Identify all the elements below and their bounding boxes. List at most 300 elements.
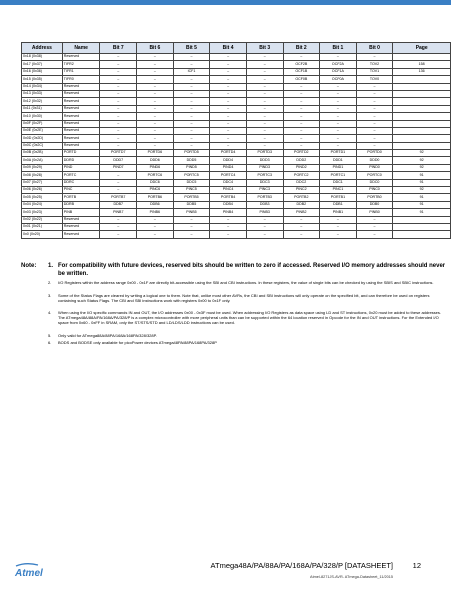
bit-cell: PIND1: [320, 164, 357, 171]
bit-cell: –: [283, 90, 320, 97]
register-name-cell: PINB: [62, 209, 100, 216]
table-row: [22, 179, 451, 186]
register-name-cell: Reserved: [62, 231, 100, 238]
bit-cell: –: [173, 105, 210, 112]
page-cell: [393, 135, 451, 142]
bit-cell: –: [100, 216, 137, 223]
page-cell: [393, 54, 451, 61]
atmel-logo: [14, 562, 54, 578]
address-cell: 0x12 (0x32): [22, 98, 63, 105]
bit-cell: –: [173, 127, 210, 134]
bit-cell: –: [210, 120, 247, 127]
bit-cell: –: [100, 187, 137, 194]
table-row: [22, 172, 451, 179]
bit-cell: –: [210, 68, 247, 75]
address-cell: 0x03 (0x23): [22, 209, 63, 216]
register-name-cell: TIFR0: [62, 76, 100, 83]
address-cell: 0x17 (0x37): [22, 61, 63, 68]
bit-cell: DDD2: [283, 157, 320, 164]
bit-cell: PIND2: [283, 164, 320, 171]
bit-cell: –: [356, 83, 393, 90]
bit-cell: OCF1A: [320, 68, 357, 75]
bit-cell: –: [246, 113, 283, 120]
table-row: [22, 150, 451, 157]
bit-cell: –: [173, 216, 210, 223]
bit-cell: –: [246, 231, 283, 238]
register-name-cell: PIND: [62, 164, 100, 171]
page-cell: 91: [393, 194, 451, 201]
note-number: 2.: [48, 280, 52, 285]
bit-cell: –: [100, 98, 137, 105]
bit-cell: PIND4: [210, 164, 247, 171]
bit-cell: –: [210, 90, 247, 97]
page-cell: 136: [393, 68, 451, 75]
bit-cell: –: [173, 98, 210, 105]
bit-cell: –: [100, 90, 137, 97]
bit-cell: –: [283, 127, 320, 134]
page-cell: [393, 127, 451, 134]
address-cell: 0x11 (0x31): [22, 105, 63, 112]
page-cell: [393, 113, 451, 120]
table-row: [22, 209, 451, 216]
bit-cell: DDB1: [320, 201, 357, 208]
svg-text:Atmel: Atmel: [15, 568, 43, 578]
bit-cell: PORTD5: [173, 150, 210, 157]
bit-cell: PORTD0: [356, 150, 393, 157]
bit-cell: –: [173, 120, 210, 127]
bit-cell: –: [320, 216, 357, 223]
bit-cell: –: [137, 223, 174, 230]
table-row: [22, 142, 451, 149]
bit-cell: DDB7: [100, 201, 137, 208]
page-cell: 91: [393, 209, 451, 216]
bit-cell: PINB7: [100, 209, 137, 216]
bit-cell: –: [100, 135, 137, 142]
page-number: 12: [412, 561, 421, 570]
bit-cell: PINB6: [137, 209, 174, 216]
bit-cell: –: [356, 127, 393, 134]
address-cell: 0x0B (0x2B): [22, 150, 63, 157]
table-row: [22, 90, 451, 97]
top-accent-bar: [0, 0, 451, 5]
address-cell: 0x0F (0x2F): [22, 120, 63, 127]
bit-cell: DDD6: [137, 157, 174, 164]
bit-cell: –: [320, 120, 357, 127]
page-cell: 91: [393, 179, 451, 186]
bit-cell: –: [246, 120, 283, 127]
bit-cell: PORTC1: [320, 172, 357, 179]
bit-cell: –: [210, 216, 247, 223]
page-cell: 92: [393, 157, 451, 164]
register-name-cell: DDRB: [62, 201, 100, 208]
column-header: Bit 6: [137, 43, 174, 54]
bit-cell: –: [320, 231, 357, 238]
table-header-row: [22, 43, 451, 54]
note-text: I/O Registers within the address range 0x00 - 0x1F are directly bit-accessible using the SBI and CBI instructions. In these registers, the value of single bits can be checked by using the SBIS and SBIC instructions.: [58, 280, 434, 285]
table-row: [22, 194, 451, 201]
table-row: [22, 76, 451, 83]
column-header: Bit 3: [246, 43, 283, 54]
register-name-cell: Reserved: [62, 98, 100, 105]
bit-cell: DDB2: [283, 201, 320, 208]
address-cell: 0x0A (0x2A): [22, 157, 63, 164]
bit-cell: OCF2B: [283, 61, 320, 68]
bit-cell: –: [246, 127, 283, 134]
register-name-cell: TIFR2: [62, 61, 100, 68]
bit-cell: PINB4: [210, 209, 247, 216]
bit-cell: DDC2: [283, 179, 320, 186]
bit-cell: –: [356, 120, 393, 127]
note-number: 3.: [48, 293, 52, 298]
bit-cell: TOV0: [356, 76, 393, 83]
table-row: [22, 164, 451, 171]
bit-cell: PINC3: [246, 187, 283, 194]
page-cell: [393, 98, 451, 105]
bit-cell: –: [210, 54, 247, 61]
address-cell: 0x0 (0x20): [22, 231, 63, 238]
address-cell: 0x07 (0x27): [22, 179, 63, 186]
bit-cell: –: [356, 142, 393, 149]
bit-cell: PORTC0: [356, 172, 393, 179]
address-cell: 0x0E (0x2E): [22, 127, 63, 134]
bit-cell: PINB1: [320, 209, 357, 216]
register-name-cell: PORTD: [62, 150, 100, 157]
bit-cell: –: [100, 105, 137, 112]
bit-cell: –: [356, 98, 393, 105]
bit-cell: –: [246, 76, 283, 83]
page-cell: [393, 76, 451, 83]
bit-cell: –: [320, 113, 357, 120]
table-row: [22, 68, 451, 75]
bit-cell: –: [356, 113, 393, 120]
note-number: 1.: [48, 263, 54, 269]
bit-cell: OCF0A: [320, 76, 357, 83]
bit-cell: DDC6: [137, 179, 174, 186]
register-name-cell: Reserved: [62, 54, 100, 61]
bit-cell: –: [356, 231, 393, 238]
bit-cell: –: [210, 76, 247, 83]
page-cell: 158: [393, 61, 451, 68]
bit-cell: –: [246, 90, 283, 97]
bit-cell: –: [210, 105, 247, 112]
bit-cell: PIND0: [356, 164, 393, 171]
table-row: [22, 61, 451, 68]
bit-cell: –: [246, 54, 283, 61]
bit-cell: PIND6: [137, 164, 174, 171]
bit-cell: –: [210, 223, 247, 230]
register-name-cell: DDRC: [62, 179, 100, 186]
page-cell: [393, 231, 451, 238]
bit-cell: –: [137, 142, 174, 149]
address-cell: 0x10 (0x30): [22, 113, 63, 120]
bit-cell: –: [137, 231, 174, 238]
bit-cell: –: [210, 142, 247, 149]
bit-cell: PINB0: [356, 209, 393, 216]
bit-cell: –: [210, 83, 247, 90]
bit-cell: PORTC5: [173, 172, 210, 179]
bit-cell: PORTB1: [320, 194, 357, 201]
register-name-cell: Reserved: [62, 113, 100, 120]
register-name-cell: Reserved: [62, 83, 100, 90]
bit-cell: PINC1: [320, 187, 357, 194]
bit-cell: –: [137, 216, 174, 223]
bit-cell: PORTD4: [210, 150, 247, 157]
bit-cell: DDB5: [173, 201, 210, 208]
table-row: [22, 83, 451, 90]
bit-cell: –: [320, 90, 357, 97]
register-name-cell: Reserved: [62, 216, 100, 223]
bit-cell: –: [137, 54, 174, 61]
register-name-cell: DDRD: [62, 157, 100, 164]
bit-cell: –: [356, 54, 393, 61]
bit-cell: –: [320, 105, 357, 112]
address-cell: 0x08 (0x28): [22, 172, 63, 179]
bit-cell: –: [100, 172, 137, 179]
bit-cell: DDD7: [100, 157, 137, 164]
bit-cell: –: [137, 113, 174, 120]
column-header: Bit 1: [320, 43, 357, 54]
bit-cell: –: [283, 231, 320, 238]
page-cell: 91: [393, 172, 451, 179]
notes-label: Note:: [21, 263, 37, 269]
address-cell: 0x01 (0x21): [22, 223, 63, 230]
table-row: [22, 231, 451, 238]
bit-cell: PORTC2: [283, 172, 320, 179]
bit-cell: PORTD1: [320, 150, 357, 157]
register-name-cell: Reserved: [62, 223, 100, 230]
bit-cell: DDC0: [356, 179, 393, 186]
bit-cell: –: [137, 120, 174, 127]
address-cell: 0x15 (0x35): [22, 76, 63, 83]
bit-cell: –: [137, 83, 174, 90]
bit-cell: –: [173, 135, 210, 142]
bit-cell: PIND3: [246, 164, 283, 171]
column-header: Bit 2: [283, 43, 320, 54]
table-row: [22, 98, 451, 105]
table-row: [22, 223, 451, 230]
table-row: [22, 187, 451, 194]
bit-cell: PORTC3: [246, 172, 283, 179]
bit-cell: PORTB6: [137, 194, 174, 201]
bit-cell: –: [137, 61, 174, 68]
bit-cell: –: [173, 54, 210, 61]
bit-cell: PORTB3: [246, 194, 283, 201]
register-name-cell: Reserved: [62, 127, 100, 134]
bit-cell: –: [283, 83, 320, 90]
note-text: Only valid for ATmega88A/88PA/168A/168PA/328/328P.: [58, 333, 157, 338]
bit-cell: –: [246, 61, 283, 68]
table-row: [22, 127, 451, 134]
bit-cell: PINC0: [356, 187, 393, 194]
bit-cell: –: [100, 54, 137, 61]
bit-cell: PORTC6: [137, 172, 174, 179]
bit-cell: PINB5: [173, 209, 210, 216]
bit-cell: –: [100, 120, 137, 127]
page-cell: [393, 83, 451, 90]
bit-cell: –: [210, 231, 247, 238]
address-cell: 0x09 (0x29): [22, 164, 63, 171]
bit-cell: –: [246, 216, 283, 223]
bit-cell: –: [246, 68, 283, 75]
bit-cell: DDC3: [246, 179, 283, 186]
bit-cell: –: [210, 98, 247, 105]
table-row: [22, 157, 451, 164]
address-cell: 0x16 (0x36): [22, 68, 63, 75]
address-cell: 0x06 (0x26): [22, 187, 63, 194]
bit-cell: OCF1B: [283, 68, 320, 75]
bit-cell: PINB2: [283, 209, 320, 216]
bit-cell: –: [173, 90, 210, 97]
bit-cell: PORTB7: [100, 194, 137, 201]
page-cell: [393, 120, 451, 127]
register-name-cell: Reserved: [62, 105, 100, 112]
bit-cell: –: [137, 127, 174, 134]
bit-cell: ICF1: [173, 68, 210, 75]
bit-cell: –: [356, 216, 393, 223]
bit-cell: –: [320, 127, 357, 134]
bit-cell: PINC5: [173, 187, 210, 194]
bit-cell: DDC5: [173, 179, 210, 186]
bit-cell: PORTB4: [210, 194, 247, 201]
address-cell: 0x02 (0x22): [22, 216, 63, 223]
register-name-cell: Reserved: [62, 135, 100, 142]
bit-cell: –: [320, 223, 357, 230]
bit-cell: –: [173, 113, 210, 120]
bit-cell: –: [100, 142, 137, 149]
bit-cell: –: [137, 105, 174, 112]
document-title: ATmega48A/PA/88A/PA/168A/PA/328/P [DATASHEET]: [210, 561, 393, 570]
register-summary-table: [21, 42, 451, 239]
bit-cell: –: [137, 135, 174, 142]
bit-cell: –: [283, 98, 320, 105]
bit-cell: –: [246, 142, 283, 149]
table-row: [22, 105, 451, 112]
document-id: Atmel-8271JS-AVR- ATmega-Datasheet_11/2015: [310, 575, 393, 579]
page-cell: [393, 90, 451, 97]
bit-cell: DDB0: [356, 201, 393, 208]
table-row: [22, 135, 451, 142]
page-cell: 92: [393, 187, 451, 194]
bit-cell: –: [137, 98, 174, 105]
bit-cell: PINB3: [246, 209, 283, 216]
bit-cell: –: [173, 83, 210, 90]
bit-cell: DDD4: [210, 157, 247, 164]
bit-cell: PINC6: [137, 187, 174, 194]
note-text: BODS and BODSE only available for picoPower devices ATmega48PA/88PA/168PA/328P: [58, 340, 217, 345]
table-row: [22, 201, 451, 208]
address-cell: 0x0C (0x2C): [22, 142, 63, 149]
bit-cell: –: [246, 98, 283, 105]
note-text: When using the I/O specific commands IN and OUT, the I/O addresses 0x00 - 0x3F must be used. When addressing I/O Registers as data space using LD and ST instructions, 0x20 must be added to these addresses. The ATmega48A/88A/PA/168A/PA/328/P is a complex microcontroller with more peripheral units than can be supported within the 64 location reserved in Opcode for the IN and OUT instructions. For the Extended I/O space from 0x60 - 0xFF in SRAM, only the ST/STS/STD and LD/LDS/LDD instructions can be used.: [58, 310, 442, 326]
bit-cell: PINC2: [283, 187, 320, 194]
register-name-cell: TIFR1: [62, 68, 100, 75]
column-header: Page: [393, 43, 451, 54]
note-text: Some of the Status Flags are cleared by writing a logical one to them. Note that, unlike most other AVRs, the CBI and SBI instructions will only operate on the specified bit, and can therefore be used on registers containing such Status Flags. The CBI and SBI instructions work with registers 0x00 to 0x1F only.: [58, 293, 430, 304]
table-row: [22, 113, 451, 120]
register-name-cell: Reserved: [62, 142, 100, 149]
bit-cell: –: [320, 54, 357, 61]
column-header: Bit 5: [173, 43, 210, 54]
bit-cell: –: [283, 120, 320, 127]
column-header: Bit 0: [356, 43, 393, 54]
bit-cell: –: [283, 142, 320, 149]
bit-cell: PINC4: [210, 187, 247, 194]
table-row: [22, 216, 451, 223]
bit-cell: –: [100, 83, 137, 90]
bit-cell: –: [356, 90, 393, 97]
page-cell: 92: [393, 150, 451, 157]
bit-cell: –: [100, 76, 137, 83]
bit-cell: –: [100, 113, 137, 120]
page-cell: [393, 223, 451, 230]
bit-cell: PORTB0: [356, 194, 393, 201]
bit-cell: DDD3: [246, 157, 283, 164]
bit-cell: –: [356, 223, 393, 230]
address-cell: 0x18 (0x38): [22, 54, 63, 61]
bit-cell: –: [173, 76, 210, 83]
bit-cell: –: [320, 83, 357, 90]
address-cell: 0x13 (0x33): [22, 90, 63, 97]
bit-cell: –: [320, 135, 357, 142]
bit-cell: PIND7: [100, 164, 137, 171]
bit-cell: –: [283, 216, 320, 223]
register-name-cell: PORTB: [62, 194, 100, 201]
bit-cell: –: [100, 61, 137, 68]
register-name-cell: PINC: [62, 187, 100, 194]
bit-cell: TOV1: [356, 68, 393, 75]
bit-cell: DDB6: [137, 201, 174, 208]
register-name-cell: Reserved: [62, 90, 100, 97]
bit-cell: –: [356, 105, 393, 112]
page-cell: [393, 216, 451, 223]
bit-cell: –: [210, 135, 247, 142]
column-header: Bit 7: [100, 43, 137, 54]
register-name-cell: PORTC: [62, 172, 100, 179]
column-header: Bit 4: [210, 43, 247, 54]
note-number: 6.: [48, 340, 52, 345]
address-cell: 0x14 (0x34): [22, 83, 63, 90]
bit-cell: –: [137, 90, 174, 97]
bit-cell: –: [320, 142, 357, 149]
bit-cell: DDD0: [356, 157, 393, 164]
bit-cell: –: [210, 61, 247, 68]
bit-cell: –: [210, 113, 247, 120]
bit-cell: –: [246, 105, 283, 112]
page-cell: [393, 142, 451, 149]
bit-cell: DDD5: [173, 157, 210, 164]
bit-cell: –: [356, 135, 393, 142]
bit-cell: –: [100, 68, 137, 75]
bit-cell: OCF2A: [320, 61, 357, 68]
bit-cell: –: [246, 223, 283, 230]
bit-cell: PORTD6: [137, 150, 174, 157]
bit-cell: –: [210, 127, 247, 134]
bit-cell: –: [100, 223, 137, 230]
bit-cell: –: [283, 105, 320, 112]
bit-cell: –: [283, 223, 320, 230]
bit-cell: –: [320, 98, 357, 105]
bit-cell: DDB3: [246, 201, 283, 208]
address-cell: 0x04 (0x24): [22, 201, 63, 208]
bit-cell: –: [100, 127, 137, 134]
bit-cell: –: [100, 231, 137, 238]
bit-cell: PORTD7: [100, 150, 137, 157]
bit-cell: –: [137, 68, 174, 75]
bit-cell: OCF0B: [283, 76, 320, 83]
bit-cell: –: [137, 76, 174, 83]
note-number: 5.: [48, 333, 52, 338]
page-cell: 92: [393, 164, 451, 171]
